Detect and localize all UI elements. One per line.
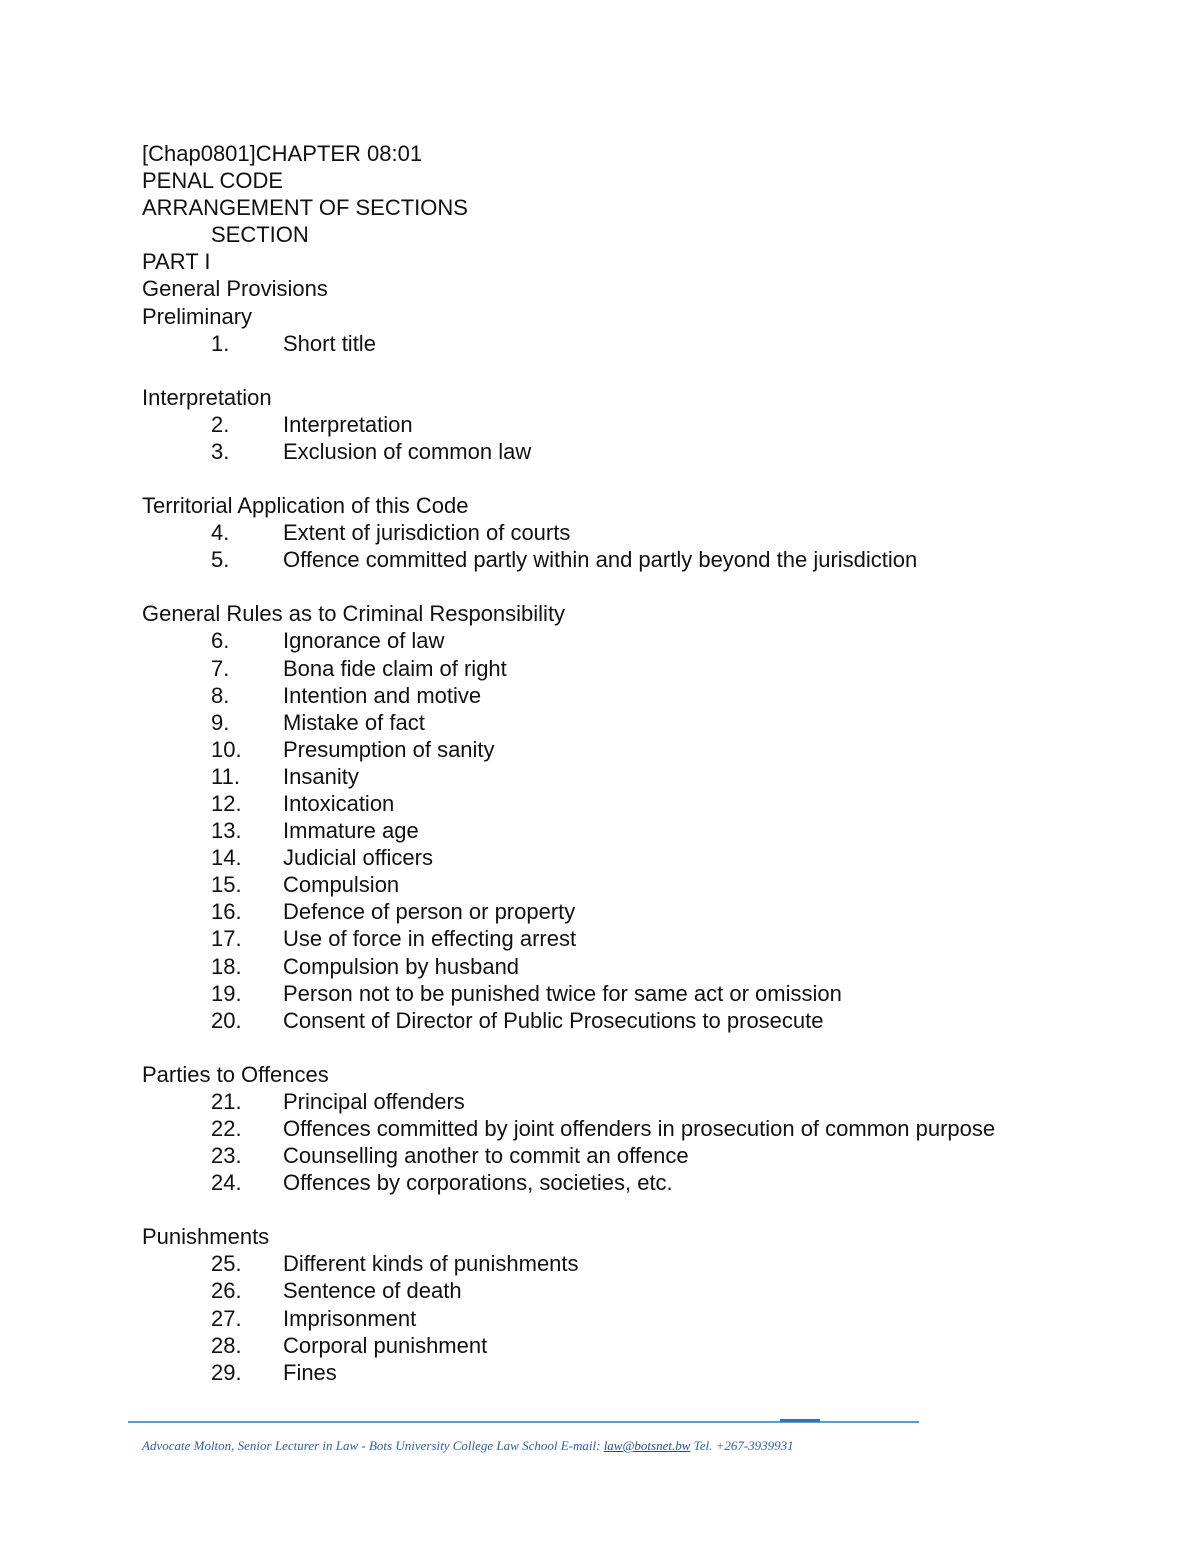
section-number: 16. (211, 899, 242, 925)
section-number: 26. (211, 1278, 242, 1304)
section-entry (142, 790, 1102, 817)
section-entry (142, 1142, 1102, 1169)
section-entry (142, 411, 1102, 438)
section-title: Exclusion of common law (283, 438, 532, 464)
group-heading: Parties to Offences (142, 1061, 329, 1087)
section-title: Bona fide claim of right (283, 655, 507, 681)
section-title: Insanity (283, 763, 359, 789)
section-entry (142, 1169, 1102, 1196)
section-entry (142, 1277, 1102, 1304)
footer-author: Advocate Molton, Senior Lecturer in Law - Bots University College Law School E-mail: (142, 1438, 604, 1453)
document-page (142, 140, 1102, 1386)
section-title: Fines (283, 1359, 337, 1385)
section-title: Judicial officers (283, 845, 433, 871)
section-title: Offences by corporations, societies, etc. (283, 1170, 673, 1196)
section-entry (142, 817, 1102, 844)
section-number: 27. (211, 1305, 242, 1331)
section-title: Different kinds of punishments (283, 1251, 579, 1277)
section-title: Extent of jurisdiction of courts (283, 520, 571, 546)
section-entry (142, 519, 1102, 546)
code-title: PENAL CODE (142, 168, 284, 194)
section-number: 4. (211, 520, 230, 546)
group-heading: Interpretation (142, 384, 272, 410)
section-title: Defence of person or property (283, 899, 576, 925)
part-title: General Provisions (142, 276, 328, 302)
section-entry (142, 763, 1102, 790)
section-title: Offences committed by joint offenders in prosecution of common purpose (283, 1116, 996, 1141)
section-title: Consent of Director of Public Prosecutions to prosecute (283, 1007, 824, 1033)
section-entry (142, 1088, 1102, 1115)
section-number: 6. (211, 628, 230, 654)
section-number: 17. (211, 926, 242, 952)
section-number: 21. (211, 1088, 242, 1114)
section-entry (142, 953, 1102, 980)
section-entry (142, 736, 1102, 763)
sections-list (142, 303, 1102, 1386)
section-title: Mistake of fact (283, 709, 425, 735)
section-entry (142, 438, 1102, 465)
section-number: 19. (211, 980, 242, 1006)
section-entry (142, 898, 1102, 925)
section-title: Intoxication (283, 790, 395, 816)
section-number: 24. (211, 1170, 242, 1196)
section-number: 8. (211, 682, 230, 708)
section-title: Short title (283, 330, 376, 356)
section-number: 12. (211, 790, 242, 816)
section-number: 3. (211, 438, 230, 464)
footer-phone: Tel. +267-3939931 (690, 1438, 794, 1453)
section-number: 14. (211, 845, 242, 871)
section-number: 1. (211, 330, 230, 356)
section-number: 23. (211, 1143, 242, 1169)
section-entry (142, 682, 1102, 709)
footer-rule-accent (780, 1419, 820, 1422)
section-title: Compulsion (283, 872, 400, 898)
section-number: 29. (211, 1359, 242, 1385)
section-entry (142, 1305, 1102, 1332)
group-heading: General Rules as to Criminal Responsibility (142, 601, 566, 627)
section-entry (142, 1359, 1102, 1386)
section-title: Sentence of death (283, 1278, 462, 1304)
section-entry (142, 546, 1102, 573)
section-entry (142, 925, 1102, 952)
section-entry (142, 871, 1102, 898)
section-title: Interpretation (283, 411, 413, 437)
section-number: 5. (211, 547, 230, 573)
section-number: 22. (211, 1116, 242, 1141)
section-title: Counselling another to commit an offence (283, 1143, 689, 1169)
group-heading: Punishments (142, 1224, 270, 1250)
section-title: Person not to be punished twice for same act or omission (283, 980, 842, 1006)
section-title: Intention and motive (283, 682, 482, 708)
section-number: 18. (211, 953, 242, 979)
section-title: Compulsion by husband (283, 953, 520, 979)
arrangement-heading: ARRANGEMENT OF SECTIONS (142, 195, 468, 221)
section-entry (142, 1332, 1102, 1359)
group-heading: Preliminary (142, 303, 253, 329)
section-title: Principal offenders (283, 1088, 465, 1114)
section-entry (142, 709, 1102, 736)
section-number: 15. (211, 872, 242, 898)
section-title: Use of force in effecting arrest (283, 926, 577, 952)
section-title: Presumption of sanity (283, 736, 495, 762)
section-entry (142, 627, 1102, 654)
section-label: SECTION (211, 222, 309, 248)
section-entry (142, 1250, 1102, 1277)
section-entry (142, 330, 1102, 357)
section-number: 9. (211, 709, 230, 735)
section-number: 25. (211, 1251, 242, 1277)
section-number: 7. (211, 655, 230, 681)
section-title: Imprisonment (283, 1305, 417, 1331)
section-number: 28. (211, 1332, 242, 1358)
section-number: 13. (211, 818, 242, 844)
group-heading: Territorial Application of this Code (142, 493, 469, 519)
page-footer (142, 1438, 794, 1454)
section-entry (142, 1115, 1102, 1142)
section-entry (142, 655, 1102, 682)
section-title: Offence committed partly within and partly beyond the jurisdiction (283, 547, 918, 573)
section-number: 11. (211, 763, 240, 789)
section-number: 10. (211, 736, 242, 762)
section-number: 20. (211, 1007, 242, 1033)
section-title: Corporal punishment (283, 1332, 488, 1358)
section-entry (142, 980, 1102, 1007)
section-title: Immature age (283, 818, 419, 844)
part-label: PART I (142, 249, 211, 275)
section-number: 2. (211, 411, 230, 437)
footer-email-link[interactable]: law@botsnet.bw (603, 1438, 691, 1453)
section-entry (142, 844, 1102, 871)
section-entry (142, 1007, 1102, 1034)
chapter-heading: [Chap0801]CHAPTER 08:01 (142, 141, 423, 166)
section-title: Ignorance of law (283, 628, 445, 654)
